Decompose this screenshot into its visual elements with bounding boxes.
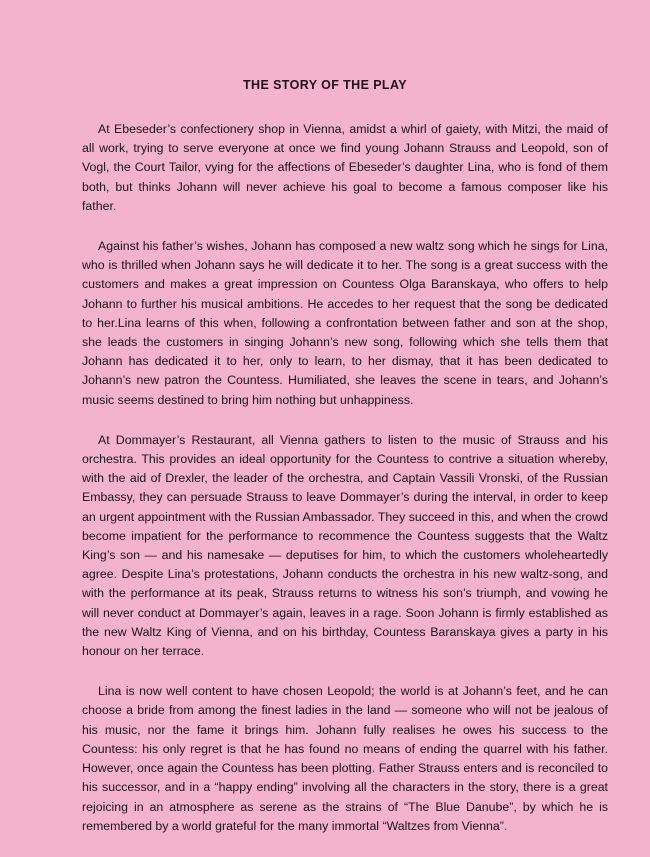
story-paragraph-4: Lina is now well content to have chosen Leopold; the world is at Johann’s feet, and he can choose a bride from among the finest ladies in the land — someone who will not be jealous of his music, nor the fame it brings him. Johann fully realises he owes his success to the Countess: his only regret is that he has found no means of ending the quarrel with his father. However, once again the Countess has been plotting. Father Strauss enters and is reconciled to his successor, and in a “happy ending” involving all the characters in the story, there is a great rejoicing in an atmosphere as serene as the strains of “The Blue Danube”, by which he is remembered by a world grateful for the many immortal “Waltzes from Vienna”. [82, 684, 608, 833]
story-paragraph-1: At Ebeseder’s confectionery shop in Vienna, amidst a whirl of gaiety, with Mitzi, the maid of all work, trying to serve everyone at once we find young Johann Strauss and Leopold, son of Vogl, the Court Tailor, vying for the affections of Ebeseder’s daughter Lina, who is fond of them both, but thinks Johann will never achieve his goal to become a famous composer like his father. [82, 122, 608, 213]
story-paragraph-2: Against his father’s wishes, Johann has composed a new waltz song which he sings for Lina, who is thrilled when Johann says he will dedicate it to her. The song is a great success with the customers and makes a great impression on Countess Olga Baranskaya, who offers to help Johann to further his musical ambitions. He accedes to her request that the song be dedicated to her.Lina learns of this when, following a confrontation between father and son at the shop, she leads the customers in singing Johann’s new song, following which she tells them that Johann has dedicated it to her, only to learn, to her dismay, that it has been dedicated to Johann’s new patron the Countess. Humiliated, she leaves the scene in tears, and Johann’s music seems destined to bring him nothing but unhappiness. [82, 239, 608, 407]
page-title: THE STORY OF THE PLAY [243, 78, 407, 92]
story-paragraph-3: At Dommayer’s Restaurant, all Vienna gathers to listen to the music of Strauss and his orchestra. This provides an ideal opportunity for the Countess to contrive a situation whereby, with the aid of Drexler, the leader of the orchestra, and Captain Vassili Vronski, of the Russian Embassy, they can persuade Strauss to leave Dommayer’s during the interval, in order to keep an urgent appointment with the Russian Ambassador. They succeed in this, and when the crowd become impatient for the performance to recommence the Countess suggests that the Waltz King’s son — and his namesake — deputises for him, to which the customers wholeheartedly agree. Despite Lina’s protestations, Johann conducts the orchestra in his new waltz-song, and with the performance at its peak, Strauss returns to witness his son’s triumph, and vowing he will never conduct at Dommayer’s again, leaves in a rage. Soon Johann is firmly established as the new Waltz King of Vienna, and on his birthday, Countess Baranskaya gives a party in his honour on her terrace. [82, 432, 608, 659]
story-body [82, 120, 608, 857]
